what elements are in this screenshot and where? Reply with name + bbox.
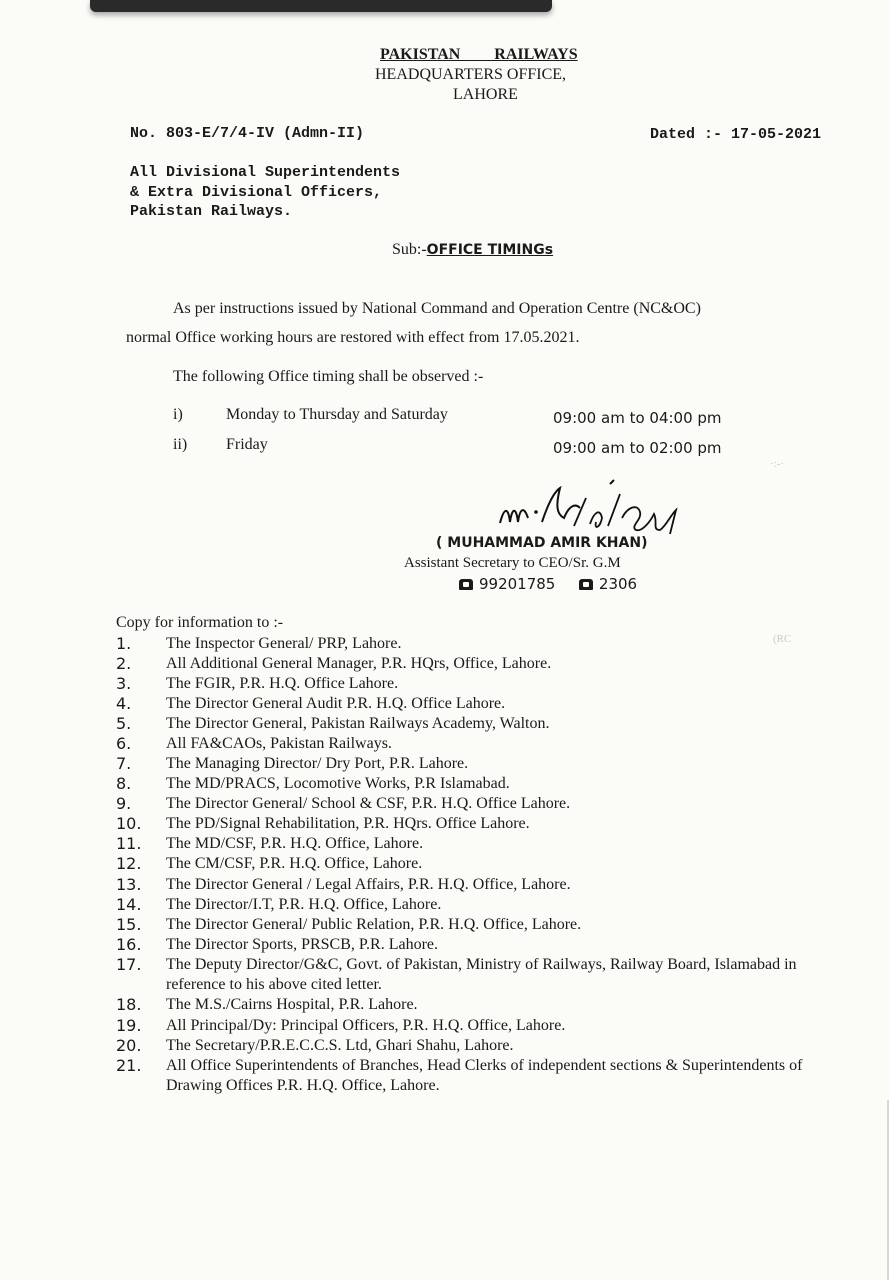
list-item: 20. The Secretary/P.R.E.C.C.S. Ltd, Ghari Shahu, Lahore. xyxy=(116,1036,514,1055)
paragraph-2: The following Office timing shall be observed :- xyxy=(173,368,484,385)
list-item: 12. The CM/CSF, P.R. H.Q. Office, Lahore. xyxy=(116,854,423,873)
list-item: 3. The FGIR, P.R. H.Q. Office Lahore. xyxy=(116,674,399,693)
telephone-icon xyxy=(459,579,473,590)
subject-title: OFFICE TIMINGs xyxy=(426,242,554,258)
subject-line xyxy=(392,241,553,259)
list-item: 5. The Director General, Pakistan Railways Academy, Walton. xyxy=(116,714,550,733)
paragraph-1-line-1: As per instructions issued by National Command and Operation Centre (NC&OC) xyxy=(173,300,701,317)
organization-name: PAKISTAN RAILWAYS xyxy=(380,46,578,63)
copy-intro: Copy for information to :- xyxy=(116,614,284,631)
list-item: 7. The Managing Director/ Dry Port, P.R. Lahore. xyxy=(116,754,469,773)
list-item: 9. The Director General/ School & CSF, P.R. H.Q. Office Lahore. xyxy=(116,794,571,813)
scan-shadow xyxy=(90,0,552,12)
addressee-line-3: Pakistan Railways. xyxy=(130,203,293,220)
list-item: 8. The MD/PRACS, Locomotive Works, P.R Islamabad. xyxy=(116,774,510,793)
office-city: LAHORE xyxy=(453,86,518,103)
subject-prefix: Sub:- xyxy=(392,241,427,258)
faint-mark: ·:-· xyxy=(770,458,785,470)
timing-days: Monday to Thursday and Saturday xyxy=(226,406,448,423)
list-item: 1. The Inspector General/ PRP, Lahore. xyxy=(116,634,402,653)
list-item: 13. The Director General / Legal Affairs, P.R. H.Q. Office, Lahore. xyxy=(116,875,571,894)
list-item: 19. All Principal/Dy: Principal Officers, P.R. H.Q. Office, Lahore. xyxy=(116,1016,566,1035)
addressee-line-2: & Extra Divisional Officers, xyxy=(130,184,383,201)
signatory-phones xyxy=(459,575,637,593)
list-item: 16. The Director Sports, PRSCB, P.R. Lahore. xyxy=(116,935,438,954)
list-item: 10. The PD/Signal Rehabilitation, P.R. HQrs. Office Lahore. xyxy=(116,814,530,833)
list-item: 11. The MD/CSF, P.R. H.Q. Office, Lahore. xyxy=(116,834,424,853)
timing-number: i) xyxy=(173,406,183,423)
timing-hours: 09:00 am to 02:00 pm xyxy=(553,439,722,457)
timing-days: Friday xyxy=(226,436,268,453)
addressee-line-1: All Divisional Superintendents xyxy=(130,164,401,181)
list-item: 15. The Director General/ Public Relation, P.R. H.Q. Office, Lahore. xyxy=(116,915,582,934)
timing-number: ii) xyxy=(173,436,188,453)
list-item: 2. All Additional General Manager, P.R. HQrs, Office, Lahore. xyxy=(116,654,552,673)
signatory-name: ( MUHAMMAD AMIR KHAN) xyxy=(436,535,648,551)
telephone-icon xyxy=(579,579,593,590)
timing-hours: 09:00 am to 04:00 pm xyxy=(553,409,722,427)
office-name: HEADQUARTERS OFFICE, xyxy=(375,66,567,83)
faint-mark: (RC xyxy=(773,633,792,645)
phone-number-2: 2306 xyxy=(598,575,638,593)
paragraph-1-line-2: normal Office working hours are restored with effect from 17.05.2021. xyxy=(126,329,580,346)
list-item: 21. All Office Superintendents of Branches, Head Clerks of independent sections & Superintendents of Drawing Offices P.R. H.Q. Office, Lahore. xyxy=(116,1056,803,1094)
phone-number-1: 99201785 xyxy=(479,575,556,593)
list-item: 6. All FA&CAOs, Pakistan Railways. xyxy=(116,734,392,753)
list-item: 17. The Deputy Director/G&C, Govt. of Pakistan, Ministry of Railways, Railway Board, Islamabad in reference to his above cited letter. xyxy=(116,955,797,993)
signatory-title: Assistant Secretary to CEO/Sr. G.M xyxy=(404,555,621,571)
list-item: 4. The Director General Audit P.R. H.Q. Office Lahore. xyxy=(116,694,506,713)
list-item: 18. The M.S./Cairns Hospital, P.R. Lahore. xyxy=(116,995,418,1014)
letter-date: Dated :- 17-05-2021 xyxy=(650,126,822,143)
list-item: 14. The Director/I.T, P.R. H.Q. Office, Lahore. xyxy=(116,895,442,914)
reference-number: No. 803-E/7/4-IV (Admn-II) xyxy=(130,125,365,142)
